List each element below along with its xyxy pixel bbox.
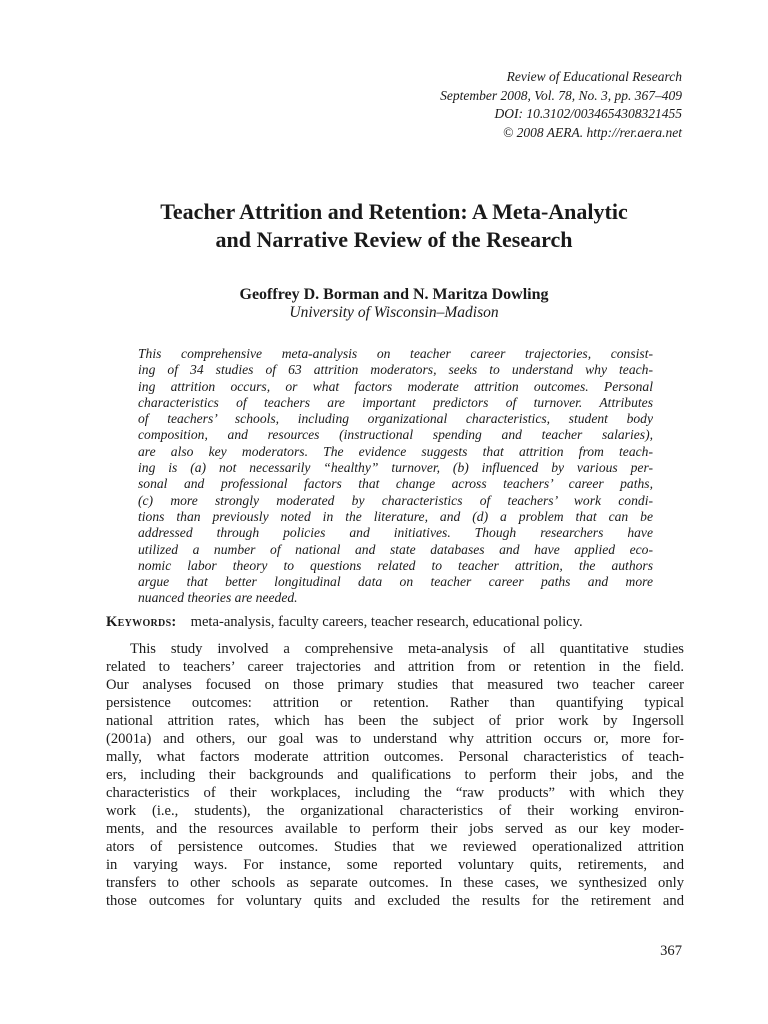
body-line: Our analyses focused on those primary studies that measured two teacher career	[106, 677, 684, 693]
affiliation: University of Wisconsin–Madison	[289, 304, 499, 321]
abstract-line: nomic labor theory to questions related to teacher attrition, the authors	[138, 557, 653, 573]
keywords-text: meta-analysis, faculty careers, teacher research, educational policy.	[190, 614, 583, 630]
journal-header	[182, 68, 682, 142]
body-line: those outcomes for voluntary quits and excluded the results for the retirement and	[106, 893, 684, 909]
abstract-line: composition, and resources (instructional spending and teacher salaries),	[138, 427, 653, 443]
abstract-line: addressed through policies and initiatives. Though researchers have	[138, 525, 653, 541]
title-line-2: and Narrative Review of the Research	[215, 226, 573, 252]
abstract-line: of teachers’ schools, including organizational characteristics, student body	[138, 411, 653, 427]
issue-info: September 2008, Vol. 78, No. 3, pp. 367–409	[440, 87, 682, 103]
abstract-line: argue that better longitudinal data on teacher career paths and more	[138, 574, 653, 590]
body-line: national attrition rates, which has been the subject of prior work by Ingersoll	[106, 713, 684, 729]
body-line: transfers to other schools as separate outcomes. In these cases, we synthesized only	[106, 875, 684, 891]
authors: Geoffrey D. Borman and N. Maritza Dowling	[239, 286, 549, 303]
body-line: in varying ways. For instance, some reported voluntary quits, retirements, and	[106, 857, 684, 873]
body-line: ators of persistence outcomes. Studies that we reviewed operationalized attrition	[106, 839, 684, 855]
body-line: persistence outcomes: attrition or retention. Rather than quantifying typical	[106, 695, 684, 711]
body-line: related to teachers’ career trajectories and attrition from or retention in the field.	[106, 659, 684, 675]
abstract-line: characteristics of teachers are important predictors of turnover. Attributes	[138, 394, 653, 410]
article-title	[100, 198, 688, 253]
body-line: characteristics of their workplaces, including the “raw products” with which they	[106, 785, 684, 801]
body-paragraph	[106, 640, 684, 910]
journal-name: Review of Educational Research	[506, 69, 682, 84]
body-line: ers, including their backgrounds and qualifications to perform their jobs, and the	[106, 767, 684, 783]
body-line: This study involved a comprehensive meta-analysis of all quantitative studies	[130, 641, 684, 657]
body-line: ments, and the resources available to perform their jobs served as our key moder-	[106, 821, 684, 837]
abstract-line: sonal and professional factors that change across teachers’ career paths,	[138, 476, 653, 492]
body-line: mally, what factors moderate attrition outcomes. Personal characteristics of teach-	[106, 749, 684, 765]
body-line: (2001a) and others, our goal was to understand why attrition occurs or, more for-	[106, 731, 684, 747]
abstract-line: tions than previously noted in the literature, and (d) a problem that can be	[138, 508, 653, 524]
page-number: 367	[660, 943, 682, 959]
abstract-line: ing attrition occurs, or what factors moderate attrition outcomes. Personal	[138, 378, 653, 394]
abstract-line: ing is (a) not necessarily “healthy” turnover, (b) influenced by various per-	[138, 460, 653, 476]
abstract-line: nuanced theories are needed.	[138, 590, 298, 606]
keywords-label: Keywords:	[106, 614, 177, 630]
doi: DOI: 10.3102/0034654308321455	[494, 106, 682, 121]
title-line-1: Teacher Attrition and Retention: A Meta-Analytic	[160, 199, 628, 224]
keywords	[106, 613, 684, 631]
abstract-line: ing of 34 studies of 63 attrition moderators, seeks to understand why teach-	[138, 362, 653, 378]
abstract-line: (c) more strongly moderated by characteristics of teachers’ work condi-	[138, 492, 653, 508]
abstract-line: are also key moderators. The evidence suggests that attrition from teach-	[138, 443, 653, 459]
abstract-line: utilized a number of national and state databases and have applied eco-	[138, 541, 653, 557]
copyright: © 2008 AERA. http://rer.aera.net	[503, 124, 682, 140]
abstract-line: This comprehensive meta-analysis on teacher career trajectories, consist-	[138, 346, 653, 361]
body-line: work (i.e., students), the organizational characteristics of their working environ-	[106, 803, 684, 819]
abstract	[138, 346, 653, 607]
